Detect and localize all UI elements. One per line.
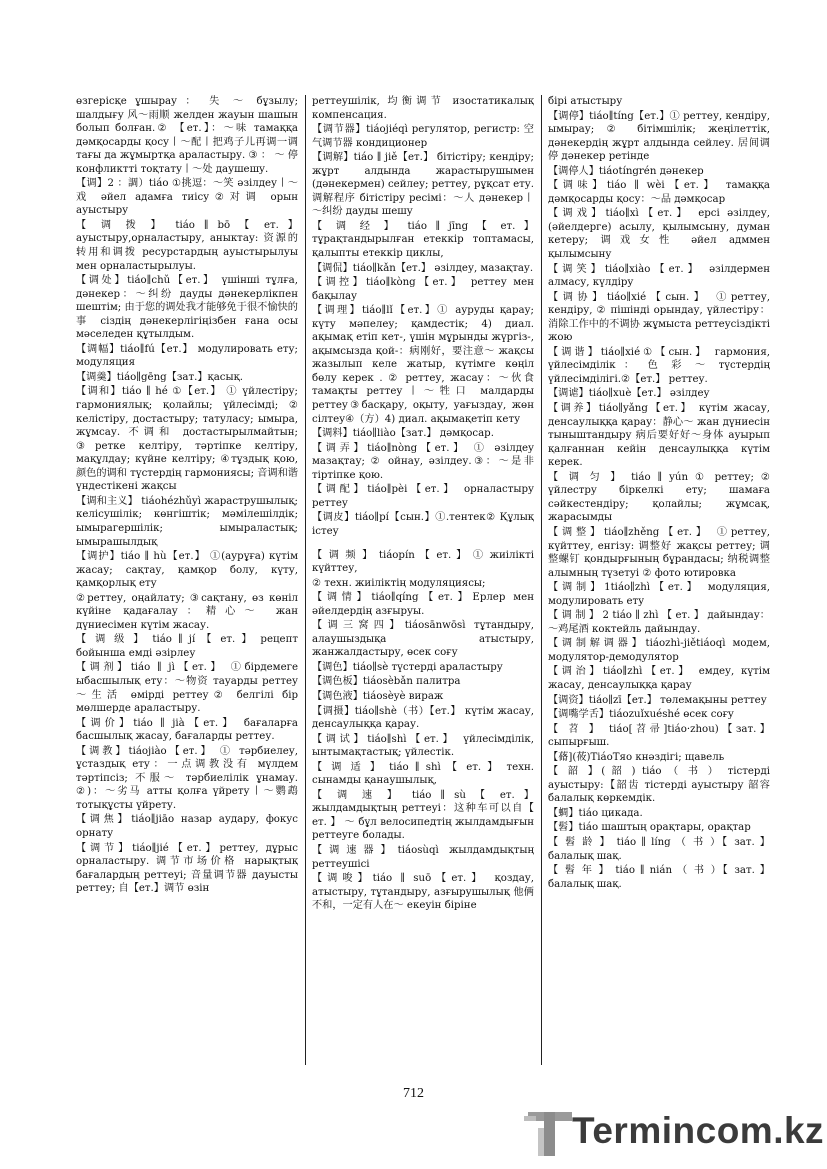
- dictionary-entry: 【调速器】tiáosùqì жылдамдықтың реттеушісі: [312, 844, 534, 870]
- dictionary-entry: 【调制】1tiáo∥zhì【ет.】 модуляция, модулировать ету: [548, 582, 770, 607]
- dictionary-entry: 【 调 制 】 2 tiáo ∥ zhì 【 ет. 】 дайындау：～鸡尾酒 коктейль дайындау.: [548, 610, 770, 635]
- dictionary-entry: 【调养】tiáo∥yǎng【ет.】 күтім жасау, денсаулыққа қарау：静心～ жан дүниесін тыныштандыру 病后要好好～身体 ауырып қалғаннан кейін денсаулыққа күтім керек.: [548, 403, 770, 469]
- dictionary-entry: 【调】2 ：調）tiáo ①挑逗：～笑 әзілдеу丨～戏 әйел адамға тиісу②对调 орын ауыстыру: [76, 178, 298, 217]
- dictionary-entry: 【调剂】tiáo ∥ jì【ет.】 ①бірдемеге ыбасшылық ету：～物资 тауарды реттеу ～生活 өмірді реттеу② белгілі бір мөлшерде араластыру.: [76, 662, 298, 715]
- column-3: [548, 95, 770, 1065]
- column-1: [76, 95, 298, 1065]
- dictionary-entry: 【调停人】tiáotíngrén дәнекер: [548, 165, 704, 177]
- dictionary-entry: 【调笑】tiáo∥xiào【ет.】 әзілдермен алмасу, күлдіру: [548, 263, 770, 289]
- dictionary-entry: 【调制解调器】tiáozhì-jiětiáoqì модем, модулятор-демодулятор: [548, 638, 770, 663]
- dictionary-entry: 【 调 级 】 tiáo ∥ jí 【 ет. 】 рецепт бойынша емді әзірлеу: [76, 634, 298, 659]
- dictionary-entry: 【调停】tiáo∥tíng【ет.】① реттеу, кендіру, ымырау; ② бітімшілік; жеңілеттік, дәнекердің жұрт алдында сейлеу. 居间调停 дәнекер ретінде: [548, 110, 770, 163]
- dictionary-entry: 【 韶 】( 韶 ) tiáo （ 书 ） тістерді ауыстыру:【韶齿 тістерді ауыстыру 韶容 балалық көркемдік.: [548, 766, 770, 805]
- dictionary-entry: 【调节器】tiáojiéqì регулятор, регистр: 空气调节器 кондиционер: [312, 124, 534, 149]
- dictionary-entry: өзгерісқе ұшырау ： 失 ～ бұзылу; шалдығу 风～雨顺 желден жауын шашын болып болған.② 【ет.】：～味 тамаққа дәмқосарды қосу丨～配丨把鸡子儿再调一调 тағы да жұмыртқа араластыру. ③ ： ～ 停 конфликтті тоқтату丨～处 даушешу.: [76, 96, 298, 175]
- dictionary-entry: 【调唆】tiáo ∥ suō【ет.】 қоздау, атыстыру, тұтандыру, азғырушылық 他俩不和，一定有人在～ екеуін біріне: [312, 873, 534, 912]
- dictionary-entry: 【 髫 龄 】 tiáo ∥ líng （ 书 ）【 зат. 】 балалық шақ.: [548, 836, 770, 862]
- logo-text: Termincom.kz: [572, 1110, 825, 1151]
- dictionary-entry: 【调控】tiáo∥kòng【ет.】 реттеу мен бақылау: [312, 277, 534, 302]
- dictionary-entry: 【调节】tiáo∥jié【ет.】реттеу, дұрыс орналастыру. 调节市场价格 нарықтық бағалардың реттеуі; 音量调节器 дауысты реттеу; 自【ет.】调节 өзін: [76, 842, 298, 895]
- dictionary-entry: 【调三窝四】tiáosānwōsì тұтандыру, алаушыздықа атыстыру, жанжалдастыру, өсек соғу: [312, 620, 534, 659]
- dictionary-entry: 【调色液】tiáosèyè вираж: [312, 690, 444, 702]
- dictionary-entry: 【髫】tiáo шаштың орақтары, орақтар: [548, 822, 751, 834]
- dictionary-entry: 【 调 适 】 tiáo ∥ shì 【 ет. 】 техн. сынамды қанаушылық,: [312, 761, 534, 787]
- dictionary-entry: 【调情】tiáo∥qíng【ет.】Ерлер мен әйелдердің азғыруы.: [312, 592, 534, 617]
- dictionary-entry: 【 调 频 】 tiáopín 【 ет. 】 ① жиілікті күйттеу,: [312, 549, 534, 575]
- dictionary-entry: 【调整】tiáo∥zhěng【ет.】 ①реттеу, күйттеу, енгізу: 调整好 жақсы реттеу; 调整螺钉 қондырғының бұрандасы; 纳税调整 алымның түзетуі ② фото ютировка: [548, 526, 770, 579]
- dictionary-entry: 【 调 速 】 tiáo ∥ sù 【 ет. 】 жылдамдықтың реттеуі：这种车可以自【 ет. 】 ～ бұл велосипедтің жылдамдығын реттеуге болады.: [312, 789, 534, 842]
- dictionary-entry: 【调侃】tiáo∥kǎn【ет.】 әзілдеу, мазақтау.: [312, 262, 534, 274]
- dictionary-entry: 【调资】tiáo∥zī【ет.】 төлемақыны реттеу: [548, 694, 767, 706]
- dictionary-entry: 【调谑】tiáo∥xuè【ет.】 әзілдеу: [548, 388, 710, 400]
- column-2: [312, 95, 534, 1065]
- dictionary-entry: 【调谐】tiáo∥xié①【сын.】 гармония, үйлесімділік ： 色 彩 ～ түстердің үйлесімділігі.②【ет.】 реттеу.: [548, 346, 770, 385]
- dictionary-entry: бірі атыстыру: [548, 96, 623, 107]
- dictionary-entry: 【调和主义】 tiáohézhǔyì жараструшылық; келісушілік; көнгіштік; мәмілешілдік; ымырагершілік; ымыраластық; ымырашылдық: [76, 495, 298, 548]
- dictionary-entry: 【调协】tiáo∥xié【сын.】 ①реттеу, кендіру, ② пішінді орындау, үйлестіру：消除工作中的不调协 жұмыста реттеусіздікті жою: [548, 291, 770, 344]
- page-number: 712: [403, 1086, 424, 1101]
- dictionary-entry: 【调弄】tiáo∥nòng【ет.】 ① әзілдеу мазақтау; ② ойнау, әзілдеу.③：～是非 тіртіпке қою.: [312, 442, 534, 481]
- dictionary-entry: 【 髫 年 】 tiáo ∥ nián （ 书 ）【 зат. 】 балалық шақ.: [548, 865, 770, 890]
- dictionary-entry: 【调解】tiáo ∥ jiě【ет.】 бітістіру; кендіру; жұрт алдында жарастырушымен (дәнекермен) сейлеу; реттеу, рұқсат ету. 调解程序 бітістіру ресімі：～人 дәнекер丨～纠纷 дауды шешу: [312, 152, 534, 218]
- dictionary-entry: 【调色】tiáo∥sè түстерді араластыру: [312, 661, 503, 673]
- dictionary-entry: 【 调 经 】 tiáo ∥ jīng 【 ет. 】 тұрақтандырылған етеккір топтамасы, қалыпты етеккір циклы,: [312, 220, 534, 260]
- dictionary-entry: 【调色板】tiáosèbǎn палитра: [312, 676, 461, 688]
- dictionary-entry: 【调教】tiáojiào【ет.】 ① тәрбиелеу, ұстаздық ету：一点调教没有 мүлдем тәртіпсіз; 不服～ тәрбиелілік ұнамау. ②)：～劣马 атты қолға үйрету丨～鹦鹉 тотықұсты үйрету.: [76, 745, 298, 811]
- dictionary-entry: ② техн. жиіліктің модуляциясы;: [312, 577, 486, 589]
- dictionary-entry: 【调治】tiáo∥zhì【ет.】 емдеу, күтім жасау, денсаулыққа қарау: [548, 666, 770, 691]
- dictionary-entry: 【蓨](莜)TiáoТяо кнәздігі; щавель: [548, 751, 725, 763]
- dictionary-entry: 【 调 拨 】 tiáo ∥ bō 【 ет. 】 ауыстыру,орналастыру, аныктау: 资源的转用和调拨 ресурстардың ауыстырылуы мен орналастырылуы.: [76, 219, 298, 272]
- dictionary-entry: 【调理】tiáo∥lǐ【ет.】① ауруды қарау; күту мәпелеу; қамдестік; 4) диал. ақымақ етіп кет-, үшін мұрынды жүргіз-, ақымсызда қой-：病刚好，要注意～ жақсы жазылып келе жатыр, күтімге көңіл бөлу керек . ② реттеу, жасау：～伙食 тамақты реттеу丨～牲口 малдарды реттеу③басқару, оқыту, уағыздау, жөн сілтеу④（方）4) диал. ақымақетіп кету: [312, 305, 534, 425]
- dictionary-entry: 【调嘴学舌】tiáozuǐxuéshé өсек соғу: [548, 709, 734, 721]
- dictionary-entry: 【 调 匀 】 tiáo ∥ yún ① реттеу; ② үйлестру біркелкі ету; шамаға сәйкестендіру; қолайлы; жұмсақ, жарасымды: [548, 471, 770, 524]
- dictionary-entry: 【 苕 】 tiáo[苕帚]tiáo·zhou)【зат.】 сыпырғыш.: [548, 723, 770, 749]
- dictionary-entry: 【调味】tiáo ∥ wèi【ет.】 тамаққа дәмқосарды қосу：～品 дәмқосар: [548, 180, 770, 205]
- column-divider: [305, 95, 306, 1065]
- dictionary-entry: 【调羹】tiáo∥gēng【зат.】қасық.: [76, 371, 243, 383]
- column-divider: [541, 95, 542, 1065]
- dictionary-entry: 【调摄】tiáo∥shè（书）【ет.】 күтім жасау, денсаулыққа қарау.: [312, 705, 534, 731]
- dictionary-entry: 【调配】tiáo∥pèi【ет.】 орналастыру реттеу: [312, 484, 534, 509]
- dictionary-entry: 【蜩】tiáo цикада.: [548, 807, 643, 819]
- dictionary-entry: 【调和】tiáo ∥ hé ①【ет.】 ① үйлестіру; гармониялық; қолайлы; үйлесімді; ② келістіру, достастыру; татуласу; ымыра, жұмсау. 不调和 достастырылмайтын; ③ретке келтіру, тәртіпке келтіру, мақұлдау; күйне келтіру; ④тұздық қою, 颜色的调和 түстердің гармониясы; 音调和谐 үндестікені жақсы: [76, 386, 298, 493]
- dictionary-entry: 【调幅】tiáo∥fú【ет.】 модулировать ету; модуляция: [76, 343, 298, 369]
- dictionary-entry: 【调价】tiáo ∥ jià【ет.】 бағаларға басшылық жасау, бағаларды реттеу.: [76, 717, 298, 743]
- dictionary-entry: 【调料】tiáo∥liào【зат.】 дәмқосар.: [312, 428, 494, 440]
- dictionary-entry: 【调试】tiáo∥shì【ет.】 үйлесімділік, ынтымақтастық; үйлестік.: [312, 733, 534, 759]
- dictionary-entry: ②реттеу, оңайлату; ③сақтану, өз көніл күйіне қадағалау：精心～ жан дүниесімен күтім жасау.: [76, 592, 298, 631]
- dictionary-entry: 【调戏】tiáo∥xì【ет.】 ерсі әзілдеу, (әйелдерге) асылу, қылымсыну, думан кетеру; 调戏女性 әйел адммен қылымсыну: [548, 208, 770, 261]
- dictionary-entry: реттеушілік, 均衡调节 изостатикалық компенсация.: [312, 96, 534, 121]
- dictionary-entry: 【调护】tiáo ∥ hù【ет.】 ①(аурұға) күтім жасау; сақтау, қамқор болу, күту, қамқорлық ету: [76, 551, 298, 590]
- dictionary-entry: 【调处】tiáo∥chǔ【ет.】 үшінші тұлға, дәнекер：～纠纷 дауды дәнекерлікпен шештім; 由于您的调处我才能够免于很不愉快的事 сіздің дәнекерлігіңізбен ғана осы мәселеден құтылдым.: [76, 275, 298, 341]
- dictionary-entry: 【调皮】tiáo∥pí【сын.】①.тентек② Құлық істеу: [312, 512, 534, 537]
- termincom-logo[interactable]: [522, 1104, 825, 1160]
- dictionary-entry: 【调焦】tiáo∥jiāo назар аудару, фокус орнату: [76, 814, 298, 839]
- logo-t-mark-icon: [522, 1104, 578, 1160]
